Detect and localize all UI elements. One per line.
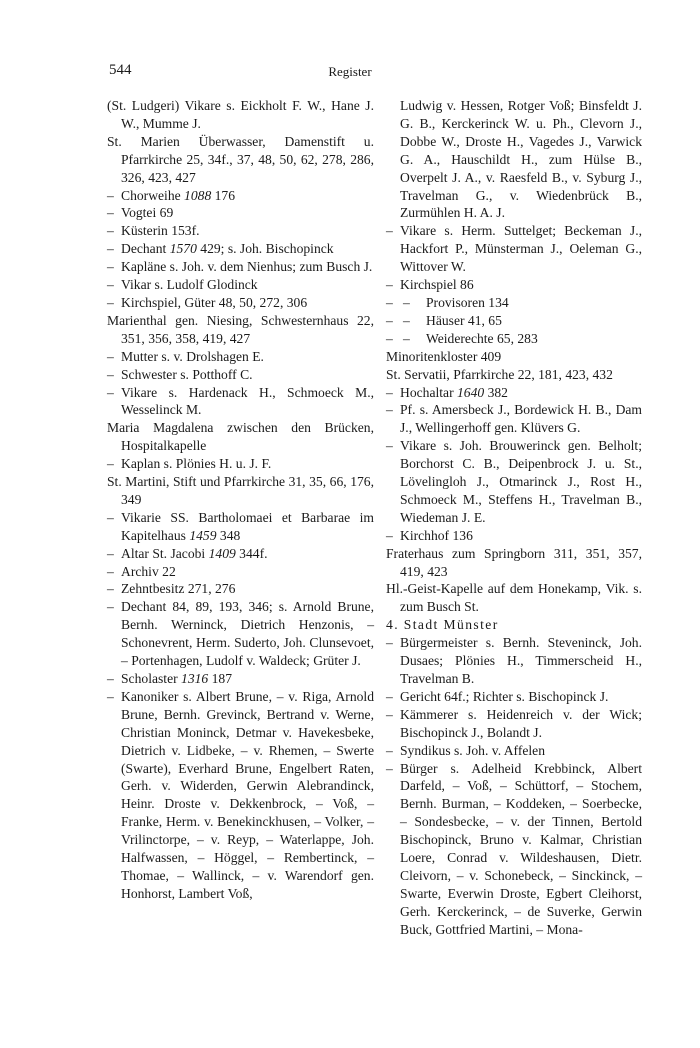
index-entry: – – Häuser 41, 65 (386, 312, 642, 330)
index-entry: – Mutter s. v. Drolshagen E. (107, 348, 374, 366)
index-entry: Hl.-Geist-Kapelle auf dem Honekamp, Vik. s. zum Busch St. (386, 581, 642, 615)
index-entry: – Pf. s. Amersbeck J., Bordewick H. B., Dam J., Wellingerhoff gen. Klüvers G. (386, 401, 642, 437)
index-entry: – Vikarie SS. Bartholomaei et Barbarae im Kapitelhaus 1459 348 (107, 509, 374, 545)
index-entry: (St. Ludgeri) Vikare s. Eickholt F. W., Hane J. W., Mumme J. (107, 98, 374, 131)
index-entry: St. Marien Überwasser, Damenstift u. Pfarrkirche 25, 34f., 37, 48, 50, 62, 278, 286, 326, 423, 427 (107, 133, 374, 185)
index-entry: – Schwester s. Potthoff C. (107, 366, 374, 384)
index-entry: – Kapläne s. Joh. v. dem Nienhus; zum Busch J. (107, 258, 374, 276)
index-entry: – Syndikus s. Joh. v. Affelen (386, 742, 642, 760)
index-entry: – Archiv 22 (107, 563, 374, 581)
index-entry: – – Weiderechte 65, 283 (386, 330, 642, 348)
index-entry: – Kirchspiel 86 (386, 276, 642, 294)
right-column (386, 97, 642, 939)
running-head: Register (328, 64, 372, 79)
index-entry: – Chorweihe 1088 176 (107, 187, 374, 205)
index-entry: – Dechant 84, 89, 193, 346; s. Arnold Brune, Bernh. Werninck, Dietrich Henzonis, – Schonevrent, Herm. Suderto, Joh. Clunsevoet, – Portenhagen, Ludolf v. Waldeck; Grüter J. (107, 598, 374, 670)
index-entry: St. Servatii, Pfarrkirche 22, 181, 423, 432 (386, 366, 613, 382)
index-entry: – Vikare s. Hardenack H., Schmoeck M., Wesselinck M. (107, 384, 374, 420)
index-entry: – Bürger s. Adelheid Krebbinck, Albert Darfeld, – Voß, – Schüttorf, – Stochem, Bernh. Burman, – Koddeken, – Soerbecke, – Sondesbecke, – v. der Tinnen, Bertold Bischopinck, Bruno v. Kalmar, Christian Loere, Conrad v. Wildeshausen, Dietr. Cleivorn, – v. Schonebeck, – Sinckinck, – Swarte, Everwin Droste, Egbert Cleihorst, Gerh. Kerckerinck, – de Suverke, Gerwin Buck, Gottfried Martini, – Mona- (386, 760, 642, 939)
index-entry: – Kirchhof 136 (386, 527, 642, 545)
index-entry: – Scholaster 1316 187 (107, 670, 374, 688)
left-column (107, 97, 374, 903)
index-entry: – Vikare s. Herm. Suttelget; Beckeman J., Hackfort P., Münsterman J., Oeleman G., Wittover W. (386, 222, 642, 276)
index-entry: St. Martini, Stift und Pfarrkirche 31, 35, 66, 176, 349 (107, 474, 374, 507)
index-entry: – Vogtei 69 (107, 204, 374, 222)
index-entry: – Kanoniker s. Albert Brune, – v. Riga, Arnold Brune, Bernh. Grevinck, Bertrand v. Werne, Christian Moninck, Detmar v. Havekesbeke, Dietrich v. Lidbeke, – v. Rhemen, – Swerte (Swarte), Everhard Brune, Engelbert Raten, Gerh. v. Widerden, Gerwin Alebrandinck, Heinr. Droste v. Dekkenbrock, – Voß, – Franke, Herm. v. Benekinckhusen, – Volker, – Vrilinctorpe, – v. Reyp, – Waterlappe, Joh. Halfwassen, – Höggel, – Rembertinck, – Thomae, – Wallinck, – v. Warendorf gen. Honhorst, Lambert Voß, (107, 688, 374, 903)
index-entry: – Kirchspiel, Güter 48, 50, 272, 306 (107, 294, 374, 312)
index-entry: Minoritenkloster 409 (386, 348, 502, 364)
page-number: 544 (109, 62, 132, 78)
index-entry: – – Provisoren 134 (386, 294, 642, 312)
index-entry: – Zehntbesitz 271, 276 (107, 580, 374, 598)
index-entry: Maria Magdalena zwischen den Brücken, Hospitalkapelle (107, 420, 374, 454)
index-entry: Fraterhaus zum Springborn 311, 351, 357, 419, 423 (386, 545, 642, 579)
index-entry: 4. Stadt Münster (386, 617, 499, 633)
index-entry: – Kämmerer s. Heidenreich v. der Wick; Bischopinck J., Bolandt J. (386, 706, 642, 742)
index-entry: – Vikare s. Joh. Brouwerinck gen. Belholt; Borchorst C. B., Deipenbrock J. u. St., Lövelingloh J., Otmarinck J., Rost H., Schmoeck M., Steffens H., Travelman B., Wiedeman J. E. (386, 437, 642, 527)
index-entry: – Kaplan s. Plönies H. u. J. F. (107, 455, 374, 473)
index-entry: – Vikar s. Ludolf Glodinck (107, 276, 374, 294)
index-entry: – Dechant 1570 429; s. Joh. Bischopinck (107, 240, 374, 258)
index-entry: Marienthal gen. Niesing, Schwesternhaus 22, 351, 356, 358, 419, 427 (107, 312, 374, 346)
index-entry: – Altar St. Jacobi 1409 344f. (107, 545, 374, 563)
index-entry: – Hochaltar 1640 382 (386, 384, 642, 402)
index-entry: Ludwig v. Hessen, Rotger Voß; Binsfeldt J. G. B., Kerckerinck W. u. Ph., Clevorn J., Dobbe W., Droste H., Vagedes J., Varwick G. A., Hauschildt H., zum Hülse B., Overpelt J. A., v. Raesfeld B., v. Syburg J., Travelman G., v. Wiedenbrück B., Zurmühlen H. A. J. (400, 98, 642, 221)
index-entry: – Bürgermeister s. Bernh. Steveninck, Joh. Dusaes; Plönies H., Timmerscheid H., Travelman B. (386, 634, 642, 688)
index-entry: – Gericht 64f.; Richter s. Bischopinck J. (386, 688, 642, 706)
index-entry: – Küsterin 153f. (107, 222, 374, 240)
